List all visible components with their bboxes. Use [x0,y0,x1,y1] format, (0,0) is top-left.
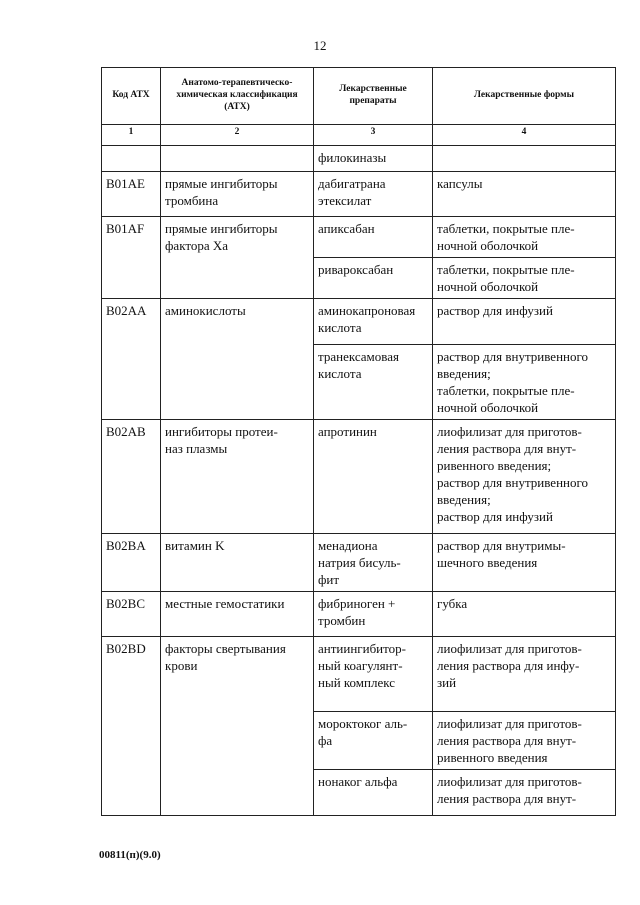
column-index-row [102,125,616,146]
drug-name-line: фа [318,733,333,748]
drug-name [314,146,433,172]
atx-class [161,534,314,592]
dosage-form-line: ления раствора для внут- [437,733,577,748]
header-code: Код АТХ [102,68,161,125]
table-row [102,534,616,592]
dosage-form [433,712,616,770]
table-body [102,146,616,816]
atx-code-line: B02BD [106,641,146,656]
table-row [102,217,616,258]
drug-name-line: фит [318,572,340,587]
drug-name-line: ривароксабан [318,262,394,277]
atx-class [161,172,314,217]
drug-name-line: менадиона [318,538,378,553]
drug-name-line: ный коагулянт- [318,658,403,673]
drug-name [314,299,433,345]
dosage-form-line: ночной оболочкой [437,400,539,415]
atx-code-line: B02AA [106,303,147,318]
dosage-form-line: ривенного введения; [437,458,552,473]
atx-class [161,637,314,816]
atx-class-line: витамин K [165,538,225,553]
drug-name [314,258,433,299]
dosage-form-line: шечного введения [437,555,538,570]
atx-code [102,217,161,299]
dosage-form-line: ления раствора для инфу- [437,658,580,673]
dosage-form [433,770,616,816]
dosage-form-line: лиофилизат для приготов- [437,641,582,656]
atx-code-line: B01AF [106,221,145,236]
dosage-form [433,217,616,258]
dosage-form-line: лиофилизат для приготов- [437,424,582,439]
col-index: 4 [433,125,616,146]
drug-name-line: кислота [318,320,362,335]
drug-name [314,420,433,534]
atx-code [102,146,161,172]
dosage-form [433,146,616,172]
dosage-form-line: капсулы [437,176,483,191]
table-row [102,592,616,637]
dosage-form-line: ления раствора для внут- [437,791,577,806]
dosage-form [433,534,616,592]
table-row [102,420,616,534]
header-row [102,68,616,125]
dosage-form-line: раствор для внутривенного [437,475,588,490]
header-drugs: Лекарственные препараты [314,68,433,125]
atx-code [102,299,161,420]
drug-name-line: кислота [318,366,362,381]
atx-code-line: B01AE [106,176,145,191]
drug-name [314,217,433,258]
atx-code-line: B02BC [106,596,146,611]
atx-class-line: прямые ингибиторы фактора Xa [165,221,278,253]
drug-name-line: апротинин [318,424,377,439]
atx-code [102,420,161,534]
atx-class-line: наз плазмы [165,441,228,456]
dosage-form-line: таблетки, покрытые пле- [437,262,575,277]
dosage-form-line: раствор для внутривенного [437,349,588,364]
drug-name [314,592,433,637]
drug-name-line: дабигатрана этексилат [318,176,386,208]
dosage-form [433,258,616,299]
dosage-form-line: введения; [437,366,491,381]
dosage-form [433,299,616,345]
atx-code [102,172,161,217]
col-index: 3 [314,125,433,146]
footer-code: 00811(п)(9.0) [99,849,161,861]
dosage-form-line: раствор для инфузий [437,509,553,524]
drug-name-line: тромбин [318,613,366,628]
dosage-form [433,637,616,712]
drug-name-line: натрия бисуль- [318,555,401,570]
drug-name-line: транексамовая [318,349,399,364]
col-index: 2 [161,125,314,146]
drug-name-line: аминокапроновая [318,303,416,318]
dosage-form-line: раствор для внутримы- [437,538,566,553]
dosage-form-line: таблетки, покрытые пле- [437,221,575,236]
atx-class-line: аминокислоты [165,303,246,318]
drug-name [314,770,433,816]
atx-class [161,146,314,172]
atx-class [161,299,314,420]
dosage-form-line: лиофилизат для приготов- [437,716,582,731]
dosage-form-line: раствор для инфузий [437,303,553,318]
dosage-form-line: ривенного введения [437,750,548,765]
drug-name [314,172,433,217]
atx-code-line: B02BA [106,538,146,553]
dosage-form-line: зий [437,675,457,690]
atx-class [161,592,314,637]
table-row [102,299,616,345]
drug-name [314,345,433,420]
dosage-form-line: ночной оболочкой [437,279,539,294]
dosage-form-line: ночной оболочкой [437,238,539,253]
atx-code-line: B02AB [106,424,146,439]
dosage-form [433,345,616,420]
drug-name [314,637,433,712]
drug-name-line: ный комплекс [318,675,396,690]
dosage-form [433,172,616,217]
drug-name-line: нонаког альфа [318,774,398,789]
drug-name [314,534,433,592]
drug-name-line: филокиназы [318,150,387,165]
atx-class [161,217,314,299]
atx-code [102,534,161,592]
dosage-form [433,420,616,534]
col-index: 1 [102,125,161,146]
table-row [102,637,616,712]
atx-class-line: местные гемостатики [165,596,285,611]
atx-table [101,67,616,816]
drug-name-line: мороктоког аль- [318,716,408,731]
drug-name-line: апиксабан [318,221,375,236]
dosage-form-line: лиофилизат для приготов- [437,774,582,789]
header-classification: Анатомо-терапевтическо-химическая классификация (АТХ) [161,68,314,125]
atx-code [102,637,161,816]
dosage-form-line: губка [437,596,468,611]
drug-name-line: фибриноген + [318,596,396,611]
dosage-form-line: таблетки, покрытые пле- [437,383,575,398]
dosage-form [433,592,616,637]
atx-class-line: факторы свертывания [165,641,286,656]
atx-class-line: прямые ингибиторы тромбина [165,176,278,208]
drug-name-line: антиингибитор- [318,641,406,656]
drug-name [314,712,433,770]
header-forms: Лекарственные формы [433,68,616,125]
atx-code [102,592,161,637]
table-row [102,172,616,217]
atx-class-line: крови [165,658,198,673]
dosage-form-line: введения; [437,492,491,507]
atx-class-line: ингибиторы протеи- [165,424,278,439]
table-row [102,146,616,172]
page-number: 12 [313,38,327,53]
dosage-form-line: ления раствора для внут- [437,441,577,456]
atx-class [161,420,314,534]
